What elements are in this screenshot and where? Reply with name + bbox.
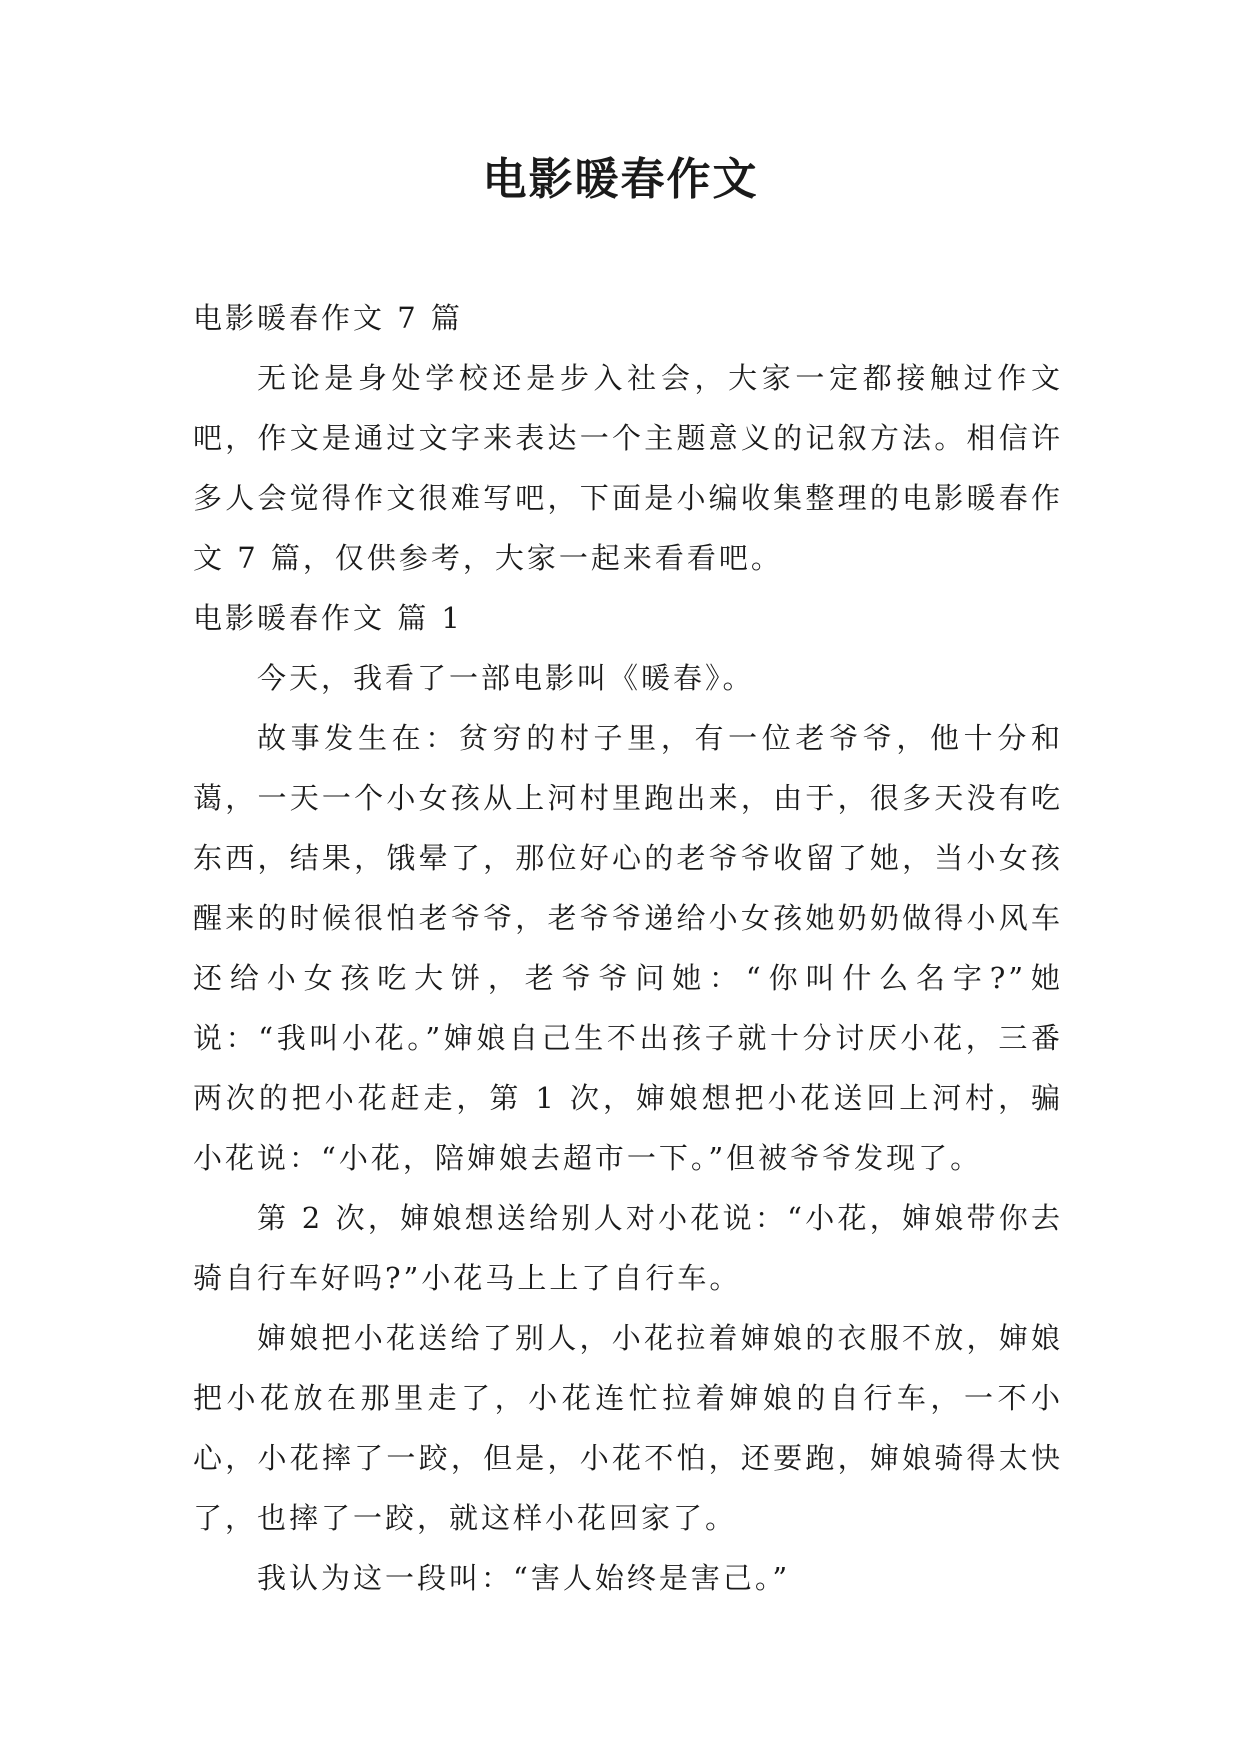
subtitle: 电影暖春作文 7 篇 [193,301,463,335]
body-paragraph: 今天，我看了一部电影叫《暖春》。 [257,661,755,695]
document-title: 电影暖春作文 [482,154,759,205]
body-paragraph: 我认为这一段叫：“害人始终是害己。” [257,1561,791,1595]
intro-paragraph: 无论是身处学校还是步入社会，大家一定都接触过作文吧，作文是通过文字来表达一个主题意义的记叙方法。相信许多人会觉得作文很难写吧，下面是小编收集整理的电影暖春作文 7 篇，仅供参考，大家一起来看看吧。 [193,361,1063,575]
body-paragraph: 故事发生在：贫穷的村子里，有一位老爷爷，他十分和蔼，一天一个小女孩从上河村里跑出来，由于，很多天没有吃东西，结果，饿晕了，那位好心的老爷爷收留了她，当小女孩醒来的时候很怕老爷爷，老爷爷递给小女孩她奶奶做得小风车还给小女孩吃大饼，老爷爷问她：“你叫什么名字?”她说：“我叫小花。”婶娘自己生不出孩子就十分讨厌小花，三番两次的把小花赶走，第 1 次，婶娘想把小花送回上河村，骗小花说：“小花，陪婶娘去超市一下。”但被爷爷发现了。 [193,721,1063,1175]
body-paragraph: 婶娘把小花送给了别人，小花拉着婶娘的衣服不放，婶娘把小花放在那里走了，小花连忙拉着婶娘的自行车，一不小心，小花摔了一跤，但是，小花不怕，还要跑，婶娘骑得太快了，也摔了一跤，就这样小花回家了。 [193,1321,1063,1535]
document-body [193,288,1063,1608]
body-paragraph: 第 2 次，婶娘想送给别人对小花说：“小花，婶娘带你去骑自行车好吗?”小花马上上了自行车。 [193,1201,1063,1295]
section-heading: 电影暖春作文 篇 1 [193,601,463,635]
